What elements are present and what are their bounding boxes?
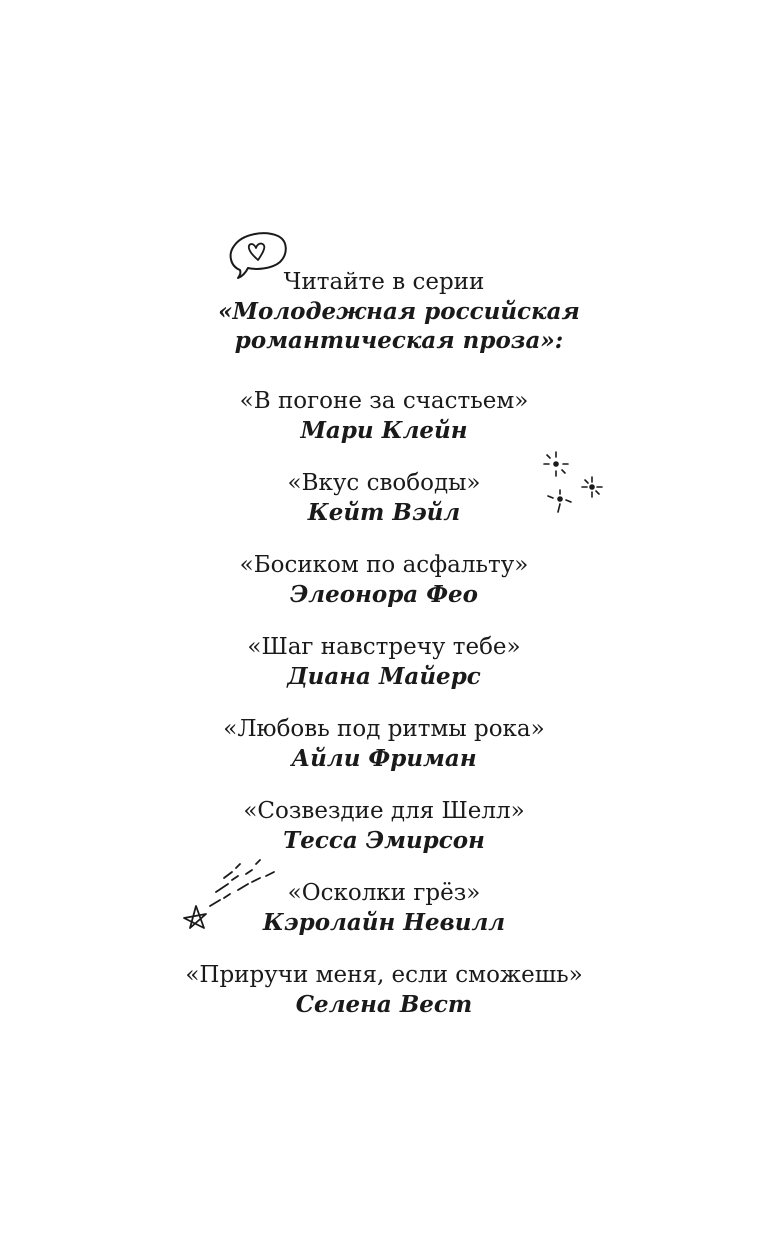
book-entry	[0, 879, 768, 937]
book-entry	[0, 633, 768, 691]
book-author: Селена Вест	[295, 991, 473, 1018]
book-author: Кэролайн Невилл	[262, 909, 506, 936]
book-author: Элеонора Фео	[290, 581, 478, 608]
sparkles-icon	[538, 446, 610, 518]
book-entry	[0, 551, 768, 609]
book-author: Мари Клейн	[300, 417, 468, 444]
book-title: «Шаг навстречу тебе»	[247, 634, 521, 660]
book-title: «Вкус свободы»	[287, 470, 481, 496]
book-title: «Босиком по асфальту»	[239, 552, 529, 578]
book-entry	[0, 715, 768, 773]
series-name: «Молодежная российская романтическая проза»:	[218, 298, 580, 354]
book-title: «Любовь под ритмы рока»	[223, 716, 545, 742]
book-entry	[0, 469, 768, 527]
book-author: Тесса Эмирсон	[283, 827, 485, 854]
book-author: Диана Майерс	[287, 663, 481, 690]
book-title: «В погоне за счастьем»	[239, 388, 529, 414]
book-entry	[0, 387, 768, 445]
book-author: Кейт Вэйл	[307, 499, 461, 526]
book-entry	[0, 961, 768, 1019]
book-title: «Приручи меня, если сможешь»	[185, 962, 583, 988]
book-title: «Созвездие для Шелл»	[243, 798, 525, 824]
book-author: Айли Фриман	[291, 745, 477, 772]
book-title: «Осколки грёз»	[287, 880, 481, 906]
read-in-series-label: Читайте в серии	[283, 269, 485, 295]
book-entry	[0, 797, 768, 855]
